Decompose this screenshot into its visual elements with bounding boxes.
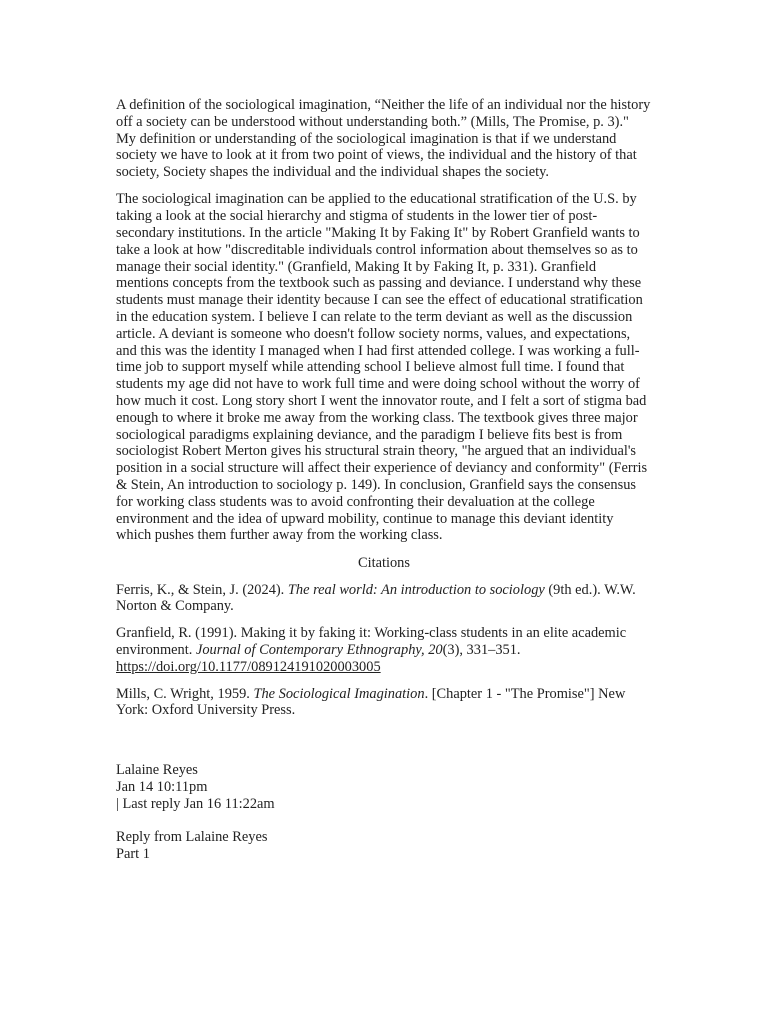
citation-ferris-publisher: (9th ed.). W.W. Norton & Company. [116,581,636,615]
citation-granfield [116,625,652,675]
citation-granfield-volume: 20 [428,641,443,658]
post-metadata [116,762,652,863]
essay-paragraph-1: A definition of the sociological imagination, “Neither the life of an individual nor the history off a society can be understood without understanding both.” (Mills, The Promise, p. 3)." My definition or understanding of the sociological imagination is that if we understand society we have to look at it from two point of views, the individual and the history of that society, Society shapes the individual and the individual shapes the society. [116,97,651,181]
post-author[interactable]: Lalaine Reyes [116,762,198,779]
citation-granfield-sep: , [420,641,429,658]
discussion-post-body [116,97,652,863]
citation-ferris [116,582,652,616]
post-timestamp: Jan 14 10:11pm [116,778,208,795]
citation-mills-author: Mills, C. Wright, 1959. [116,685,254,702]
citation-granfield-pages: (3), 331–351. [442,641,521,658]
citation-granfield-doi-link[interactable]: https://doi.org/10.1177/089124191020003005 [116,658,381,675]
citation-mills [116,686,652,720]
citation-mills-title: The Sociological Imagination [253,685,425,702]
citations-heading: Citations [358,554,410,571]
citation-mills-publisher: . [Chapter 1 - "The Promise"] New York: Oxford University Press. [116,685,626,719]
reply-part-label: Part 1 [116,846,150,863]
post-last-reply: | Last reply Jan 16 11:22am [116,795,275,812]
reply-from-label: Reply from Lalaine Reyes [116,829,268,846]
citation-granfield-authors: Granfield, R. (1991). Making it by faking it: Working-class students in an elite academic environment. [116,625,627,658]
essay-paragraph-2: The sociological imagination can be applied to the educational stratification of the U.S. by taking a look at the social hierarchy and stigma of students in the lower tier of post-secondary institutions. In the article "Making It by Faking It" by Robert Granfield wants to take a look at how "discreditable individuals control information about themselves so as to manage their social identity." (Granfield, Making It by Faking It, p. 331). Granfield mentions concepts from the textbook such as passing and deviance. I understand why these students must manage their identity because I can see the effect of educational stratification in the education system. I believe I can relate to the term deviant as well as the discussion article. A deviant is someone who doesn't follow society norms, values, and expectations, and this was the identity I managed when I had first attended college. I was working a full-time job to support myself while attending school I believe almost full time. I found that students my age did not have to work full time and were doing school without the worry of how much it cost. Long story short I went the innovator route, and I felt a sort of stigma bad enough to where it broke me away from the working class. The textbook gives three major sociological paradigms explaining deviance, and the paradigm I believe fits best is from sociologist Robert Merton gives his structural strain theory, "he argued that an individual's position in a social structure will affect their experience of deviancy and conformity" (Ferris & Stein, An introduction to sociology p. 149). In conclusion, Granfield says the consensus for working class students was to avoid confronting their devaluation at the college environment and the idea of upward mobility, continue to manage this deviant identity which pushes them further away from the working class. [116,191,648,544]
citation-ferris-authors: Ferris, K., & Stein, J. (2024). [116,581,288,598]
spacer [116,812,652,829]
citation-granfield-journal: Journal of Contemporary Ethnography [195,641,421,658]
citation-ferris-title: The real world: An introduction to sociology [287,581,545,598]
